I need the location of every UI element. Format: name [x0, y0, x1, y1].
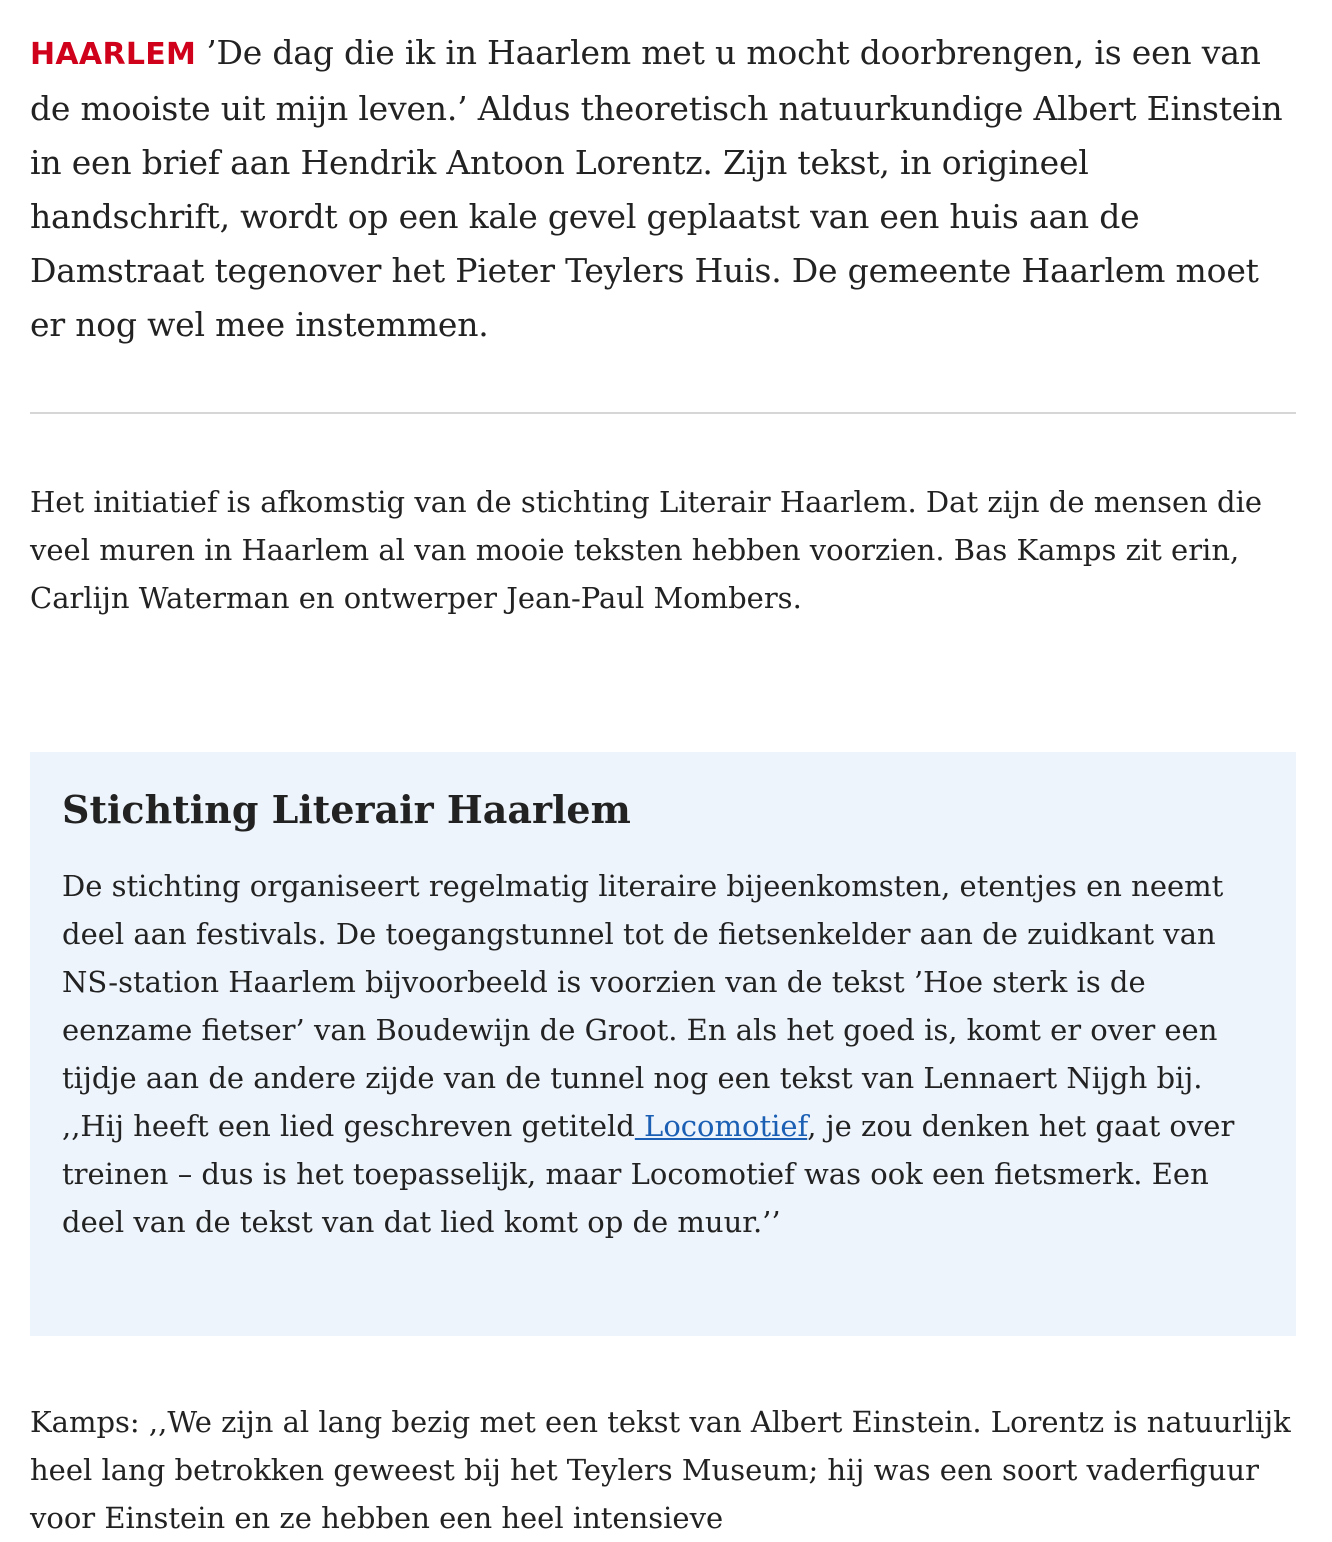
- article-body: [30, 0, 1296, 1535]
- info-box-text: [62, 862, 1264, 1246]
- body-paragraph-kamps-quote: Kamps: ,,We zijn al lang bezig met een tekst van Albert Einstein. Lorentz is natuurlijk heel lang betrokken geweest bij het Teylers Museum; hij was een soort vaderfiguur voor Einstein en ze hebben een heel intensieve: [30, 1405, 1291, 1535]
- dateline: HAARLEM: [30, 37, 197, 72]
- lead-paragraph: [30, 26, 1296, 352]
- locomotief-link[interactable]: Locomotief: [634, 1109, 808, 1143]
- info-box-title: Stichting Literair Haarlem: [62, 787, 631, 832]
- body-paragraph-initiative: Het initiatief is afkomstig van de stichting Literair Haarlem. Dat zijn de mensen die veel muren in Haarlem al van mooie teksten hebben voorzien. Bas Kamps zit erin, Carlijn Waterman en ontwerper Jean-Paul Mombers.: [30, 485, 1263, 615]
- info-box-text-part-1: De stichting organiseert regelmatig literaire bijeenkomsten, etentjes en neemt deel aan festivals. De toegangstunnel tot de fietsenkelder aan de zuidkant van NS-station Haarlem bijvoorbeeld is voorzien van de tekst ’Hoe sterk is de eenzame fietser’ van Boudewijn de Groot. En als het goed is, komt er over een tijdje aan de andere zijde van de tunnel nog een tekst van Lennaert Nijgh bij. ,,Hij heeft een lied geschreven getiteld: [62, 869, 1224, 1143]
- section-divider: [30, 412, 1296, 414]
- lead-text: ’De dag die ik in Haarlem met u mocht doorbrengen, is een van de mooiste uit mijn leven.’ Aldus theoretisch natuurkundige Albert Einstein in een brief aan Hendrik Antoon Lorentz. Zijn tekst, in origineel handschrift, wordt op een kale gevel geplaatst van een huis aan de Damstraat tegenover het Pieter Teylers Huis. De gemeente Haarlem moet er nog wel mee instemmen.: [30, 33, 1283, 344]
- info-box: [30, 752, 1296, 1336]
- info-box-text-part-2: , je zou denken het gaat over treinen – dus is het toepasselijk, maar Locomotief was ook een fietsmerk. Een deel van de tekst van dat lied komt op de muur.’’: [62, 1109, 1235, 1239]
